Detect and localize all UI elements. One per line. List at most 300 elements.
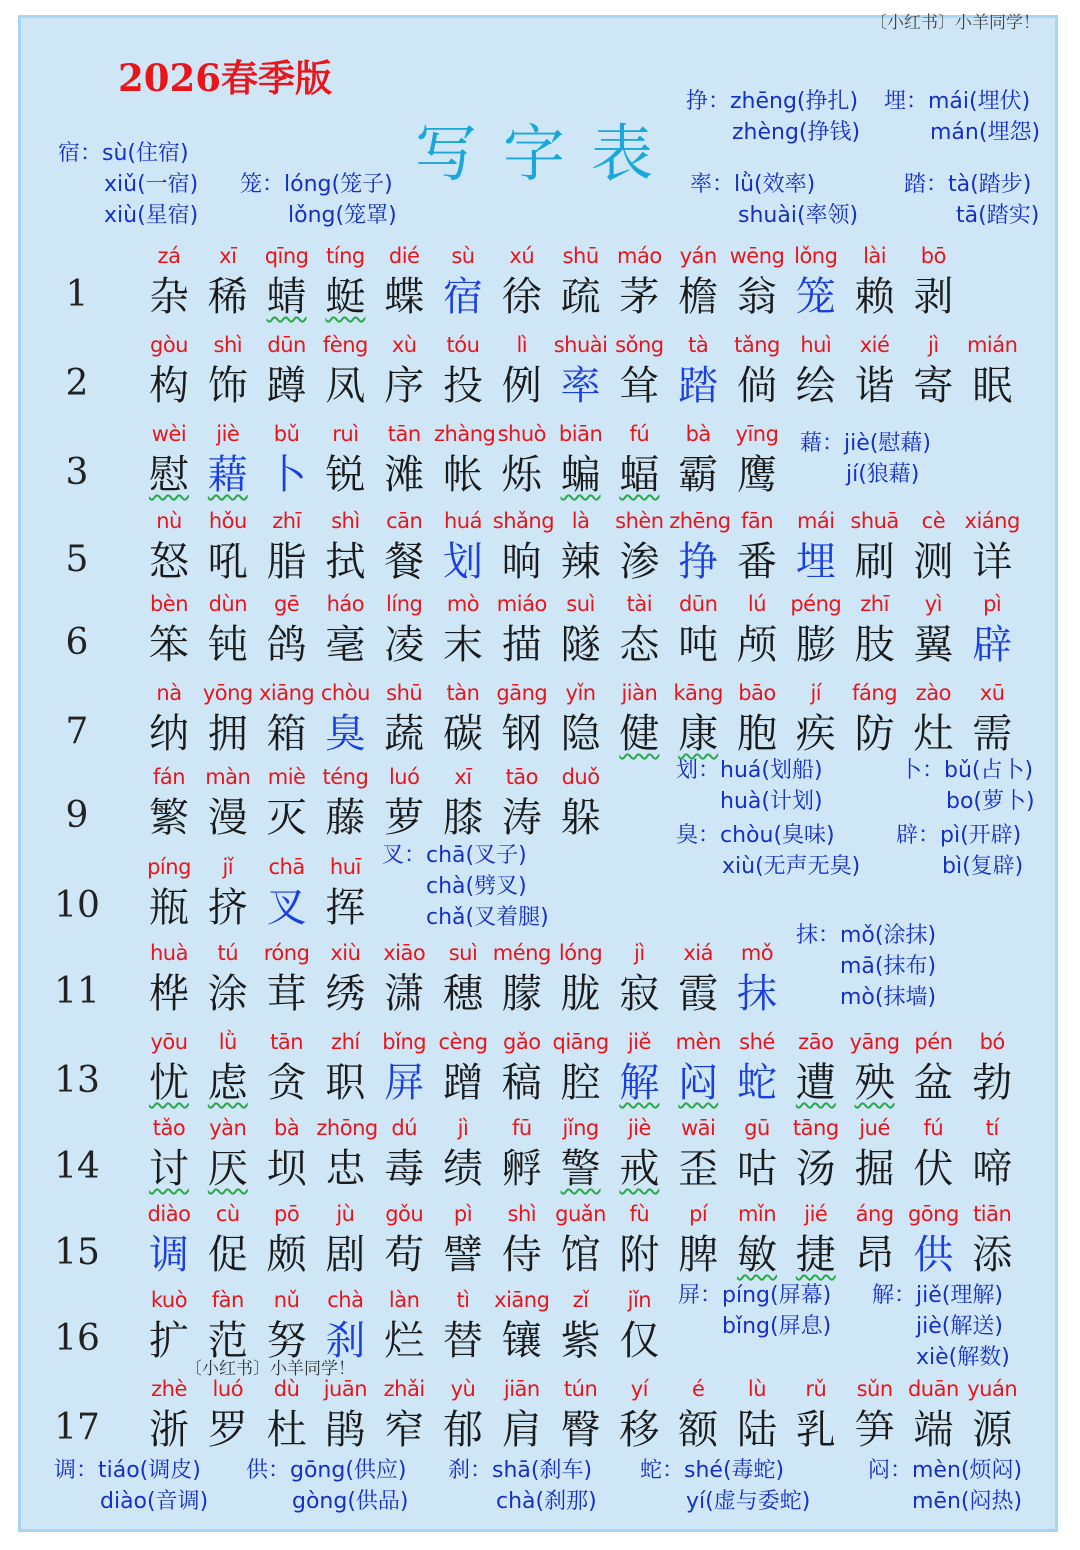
char-cell	[552, 589, 610, 671]
pinyin: tān	[387, 422, 421, 446]
pinyin: tāo	[505, 765, 539, 789]
char-cell	[493, 241, 551, 323]
char-cell	[199, 589, 257, 671]
hanzi: 拥	[207, 711, 248, 757]
pinyin: fú	[629, 422, 650, 446]
char-cell	[434, 506, 492, 588]
hanzi: 蝠	[619, 452, 660, 498]
pinyin: máo	[617, 244, 662, 268]
hanzi: 忧	[149, 1060, 189, 1106]
char-cell	[552, 1285, 610, 1367]
hanzi: 调	[149, 1232, 189, 1278]
char-cell	[610, 589, 668, 671]
char-cell	[963, 330, 1021, 412]
hanzi: 膨	[795, 622, 836, 668]
char-cell	[199, 938, 257, 1020]
hanzi: 例	[501, 363, 542, 409]
hanzi: 饰	[207, 363, 248, 409]
char-cell	[493, 419, 551, 501]
pinyin: dūn	[267, 333, 306, 357]
pinyin: shuài	[553, 333, 608, 357]
char-cell	[258, 678, 316, 760]
hanzi: 杂	[149, 274, 189, 320]
pinyin: tú	[217, 941, 239, 965]
pinyin: yīng	[735, 422, 779, 446]
hanzi: 添	[972, 1232, 1013, 1278]
hanzi: 额	[678, 1407, 719, 1453]
char-cell	[552, 762, 610, 844]
pinyin: sù	[451, 244, 475, 268]
char-cell	[963, 1374, 1021, 1456]
note-line: xiù(无声无臭)	[722, 854, 861, 879]
pinyin: pí	[689, 1202, 708, 1226]
pinyin: tān	[270, 1030, 304, 1054]
hanzi: 烂	[384, 1318, 425, 1364]
pinyin: jǐng	[562, 1116, 599, 1140]
char-cell	[375, 1374, 433, 1456]
char-cell	[434, 1374, 492, 1456]
char-cell	[728, 589, 786, 671]
pinyin: wāi	[680, 1116, 716, 1140]
hanzi: 钢	[501, 711, 542, 757]
char-cell	[846, 1374, 904, 1456]
pinyin: yuán	[967, 1377, 1018, 1401]
char-cell	[728, 241, 786, 323]
note-line: mán(埋怨)	[930, 120, 1041, 145]
pinyin: gāng	[496, 681, 548, 705]
hanzi: 罗	[207, 1407, 248, 1453]
note-line: 调：tiáo(调皮)	[54, 1458, 201, 1483]
char-cell	[316, 241, 374, 323]
char-cell	[669, 330, 727, 412]
row-number: 13	[54, 1060, 100, 1101]
hanzi: 苟	[384, 1232, 425, 1278]
char-cell	[316, 678, 374, 760]
pinyin: mǐn	[737, 1202, 777, 1226]
char-cell	[787, 678, 845, 760]
hanzi: 鹰	[737, 452, 777, 498]
char-cell	[728, 419, 786, 501]
pinyin: lì	[516, 333, 528, 357]
pinyin: tún	[563, 1377, 598, 1401]
hanzi: 翁	[737, 274, 777, 320]
pinyin: nà	[156, 681, 182, 705]
pinyin: mián	[966, 333, 1018, 357]
hanzi: 伏	[913, 1146, 954, 1192]
hanzi: 昂	[854, 1232, 895, 1278]
char-cell	[316, 1285, 374, 1367]
char-cell	[316, 1113, 378, 1195]
hanzi: 挣	[678, 539, 719, 585]
pinyin: shuā	[850, 509, 899, 533]
char-cell	[610, 1199, 668, 1281]
row-number: 7	[65, 711, 89, 752]
pinyin: juān	[323, 1377, 368, 1401]
pinyin: jié	[804, 1202, 828, 1226]
char-cell	[258, 762, 316, 844]
hanzi: 脂	[266, 539, 307, 585]
hanzi: 肩	[501, 1407, 542, 1453]
char-cell	[434, 938, 492, 1020]
hanzi: 胞	[737, 711, 777, 757]
pinyin: chà	[327, 1288, 364, 1312]
hanzi: 鹃	[325, 1407, 366, 1453]
note-line: gòng(供品)	[292, 1489, 409, 1514]
watermark-mid: 〔小红书〕小羊同学！	[185, 1359, 355, 1379]
pinyin: suì	[448, 941, 478, 965]
pinyin: bǐng	[382, 1030, 427, 1054]
char-cell	[258, 241, 316, 323]
char-cell	[787, 241, 845, 323]
hanzi: 扩	[149, 1318, 189, 1364]
pinyin: rǔ	[805, 1377, 827, 1401]
pinyin: yán	[679, 244, 717, 268]
char-cell	[846, 506, 904, 588]
hanzi: 滩	[384, 452, 425, 498]
char-cell	[552, 1374, 610, 1456]
char-cell	[669, 1027, 727, 1109]
char-cell	[963, 1027, 1021, 1109]
pinyin: zhàng	[434, 422, 496, 446]
row-number: 10	[54, 885, 100, 926]
char-cell	[375, 1027, 433, 1109]
pinyin: duān	[907, 1377, 959, 1401]
char-cell	[552, 330, 610, 412]
char-cell	[258, 1199, 316, 1281]
char-cell	[258, 852, 316, 934]
pinyin: kuò	[150, 1288, 188, 1312]
hanzi: 疾	[795, 711, 836, 757]
char-cell	[787, 1374, 845, 1456]
char-cell	[493, 1285, 551, 1367]
pinyin: yí	[630, 1377, 649, 1401]
pinyin: zhǎi	[383, 1377, 425, 1401]
hanzi: 供	[913, 1232, 954, 1278]
pinyin: fú	[923, 1116, 944, 1140]
hanzi: 灶	[913, 711, 954, 757]
pinyin: mái	[796, 509, 835, 533]
note-bu	[900, 755, 1035, 817]
row-number: 14	[54, 1146, 100, 1187]
hanzi: 掘	[854, 1146, 895, 1192]
char-cell	[904, 1113, 962, 1195]
char-cell	[258, 1113, 316, 1195]
char-cell	[904, 506, 962, 588]
pinyin: luó	[388, 765, 420, 789]
pinyin: pì	[983, 592, 1002, 616]
pinyin: cān	[386, 509, 423, 533]
hanzi: 投	[443, 363, 483, 409]
pinyin: qīng	[264, 244, 309, 268]
char-cell	[434, 241, 492, 323]
hanzi: 蝙	[560, 452, 601, 498]
pinyin: nù	[156, 509, 182, 533]
pinyin: yù	[450, 1377, 476, 1401]
note-su	[58, 138, 198, 231]
pinyin: zhī	[860, 592, 889, 616]
pinyin: huà	[150, 941, 188, 965]
note-line: shuài(率领)	[738, 203, 859, 228]
note-line: mēn(闷热)	[912, 1489, 1023, 1514]
pinyin: fān	[740, 509, 774, 533]
pinyin: hǒu	[208, 509, 247, 533]
char-cell	[316, 1027, 374, 1109]
hanzi: 漫	[207, 795, 248, 841]
char-cell	[140, 241, 198, 323]
pinyin: tí	[985, 1116, 999, 1140]
char-cell	[434, 678, 492, 760]
hanzi: 灭	[266, 795, 307, 841]
char-cell	[846, 1113, 904, 1195]
note-line: chà(刹那)	[496, 1489, 597, 1514]
hanzi: 箱	[266, 711, 307, 757]
char-cell	[316, 1374, 374, 1456]
char-cell	[669, 506, 731, 588]
char-cell	[669, 938, 727, 1020]
char-cell	[434, 1285, 492, 1367]
hanzi: 解	[619, 1060, 660, 1106]
note-line: yí(虚与委蛇)	[686, 1489, 811, 1514]
char-cell	[140, 678, 198, 760]
char-cell	[140, 1027, 198, 1109]
pinyin: sǒng	[615, 333, 664, 357]
hanzi: 态	[619, 622, 660, 668]
note-line: huà(计划)	[720, 789, 823, 814]
hanzi: 拭	[325, 539, 366, 585]
hanzi: 挤	[207, 885, 248, 931]
pinyin: líng	[386, 592, 423, 616]
row-number: 9	[65, 795, 89, 836]
pinyin: zào	[915, 681, 952, 705]
hanzi: 胧	[560, 971, 601, 1017]
pinyin: dùn	[208, 592, 248, 616]
note-line: xiù(星宿)	[104, 203, 199, 228]
hanzi: 臭	[325, 711, 366, 757]
hanzi: 殃	[854, 1060, 895, 1106]
hanzi: 孵	[501, 1146, 542, 1192]
pinyin: háo	[326, 592, 365, 616]
pinyin: jǐn	[627, 1288, 652, 1312]
hanzi: 寄	[913, 363, 954, 409]
hanzi: 谐	[854, 363, 895, 409]
char-cell	[316, 852, 374, 934]
pinyin: tài	[626, 592, 653, 616]
hanzi: 详	[972, 539, 1013, 585]
hanzi: 镶	[501, 1318, 542, 1364]
hanzi: 朦	[501, 971, 542, 1017]
char-cell	[140, 506, 198, 588]
pinyin: shì	[331, 509, 360, 533]
char-cell	[199, 762, 257, 844]
pinyin: lóng	[558, 941, 603, 965]
char-cell	[669, 241, 727, 323]
hanzi: 努	[266, 1318, 307, 1364]
char-cell	[375, 938, 433, 1020]
char-cell	[552, 938, 610, 1020]
note-line: mā(抹布)	[840, 954, 937, 979]
hanzi: 肢	[854, 622, 895, 668]
note-line: 蛇：shé(毒蛇)	[640, 1458, 785, 1483]
char-cell	[316, 330, 374, 412]
hanzi: 蹲	[266, 363, 307, 409]
char-cell	[552, 506, 610, 588]
char-cell	[199, 330, 257, 412]
pinyin: diào	[147, 1202, 191, 1226]
pinyin: fán	[152, 765, 186, 789]
pinyin: shé	[739, 1030, 775, 1054]
char-cell	[258, 419, 316, 501]
row-number: 16	[54, 1318, 100, 1359]
hanzi: 蹭	[443, 1060, 483, 1106]
char-cell	[199, 852, 257, 934]
pinyin: péng	[790, 592, 842, 616]
hanzi: 踏	[678, 363, 719, 409]
pinyin: tiān	[973, 1202, 1012, 1226]
hanzi: 移	[619, 1407, 660, 1453]
pinyin: cù	[215, 1202, 240, 1226]
note-line: 笼：lóng(笼子)	[240, 172, 393, 197]
hanzi: 躲	[560, 795, 601, 841]
char-cell	[199, 241, 257, 323]
hanzi: 笨	[149, 622, 189, 668]
hanzi: 描	[501, 622, 542, 668]
char-cell	[846, 241, 904, 323]
hanzi: 藉	[207, 452, 248, 498]
note-mai	[884, 86, 1040, 148]
note-line: 宿：sù(住宿)	[58, 141, 189, 166]
char-cell	[610, 1285, 668, 1367]
hanzi: 附	[619, 1232, 660, 1278]
pinyin: jué	[859, 1116, 890, 1140]
char-cell	[846, 1199, 904, 1281]
hanzi: 杜	[266, 1407, 307, 1453]
pinyin: làn	[388, 1288, 420, 1312]
hanzi: 慰	[149, 452, 189, 498]
char-cell	[610, 938, 668, 1020]
note-line: 辟：pì(开辟)	[896, 823, 1022, 848]
char-cell	[904, 241, 962, 323]
note-pi	[896, 820, 1023, 882]
hanzi: 替	[443, 1318, 483, 1364]
char-cell	[787, 1027, 845, 1109]
char-cell	[610, 678, 668, 760]
pinyin: shǎng	[492, 509, 555, 533]
pinyin: xié	[859, 333, 890, 357]
pinyin: pén	[914, 1030, 953, 1054]
hanzi: 敏	[737, 1232, 777, 1278]
hanzi: 康	[678, 711, 719, 757]
pinyin: é	[691, 1377, 705, 1401]
note-line: zhèng(挣钱)	[732, 120, 861, 145]
char-cell	[258, 1285, 316, 1367]
hanzi: 膝	[443, 795, 483, 841]
pinyin: chòu	[320, 681, 370, 705]
note-line: 率：lǜ(效率)	[690, 172, 816, 197]
hanzi: 鸽	[266, 622, 307, 668]
hanzi: 桦	[149, 971, 189, 1017]
hanzi: 防	[854, 711, 895, 757]
hanzi: 端	[913, 1407, 954, 1453]
pinyin: miáo	[496, 592, 547, 616]
char-cell	[199, 1027, 257, 1109]
note-zheng	[686, 86, 860, 148]
pinyin: fèng	[322, 333, 368, 357]
hanzi: 虑	[207, 1060, 248, 1106]
row-number: 1	[65, 274, 89, 315]
pinyin: fù	[629, 1202, 650, 1226]
pinyin: chā	[268, 855, 305, 879]
row-number: 5	[65, 539, 89, 580]
hanzi: 锐	[325, 452, 366, 498]
hanzi: 潇	[384, 971, 425, 1017]
char-cell	[316, 938, 374, 1020]
pinyin: dié	[388, 244, 420, 268]
row-number: 15	[54, 1232, 100, 1273]
note-line: 踏：tà(踏步)	[904, 172, 1032, 197]
char-cell	[258, 1374, 316, 1456]
pinyin: xiāng	[494, 1288, 550, 1312]
note-jie	[800, 428, 931, 490]
hanzi: 烁	[501, 452, 542, 498]
hanzi: 钝	[207, 622, 248, 668]
note-line: xiǔ(一宿)	[104, 172, 199, 197]
note-line: bo(萝卜)	[946, 789, 1035, 814]
pinyin: zhōng	[316, 1116, 378, 1140]
char-cell	[492, 506, 555, 588]
hanzi: 构	[149, 363, 189, 409]
hanzi: 仅	[619, 1318, 660, 1364]
hanzi: 茸	[266, 971, 307, 1017]
hanzi: 蝶	[384, 274, 425, 320]
hanzi: 挥	[325, 885, 366, 931]
char-cell	[199, 419, 257, 501]
note-line: diào(音调)	[100, 1489, 209, 1514]
hanzi: 侍	[501, 1232, 542, 1278]
note-line: 藉：jiè(慰藉)	[800, 431, 931, 456]
pinyin: shuò	[497, 422, 546, 446]
note-line: 抹：mǒ(涂抹)	[796, 923, 937, 948]
hanzi: 笋	[854, 1407, 895, 1453]
note-ta	[904, 169, 1039, 231]
row-number: 2	[65, 363, 89, 404]
hanzi: 凌	[384, 622, 425, 668]
note-tiao	[54, 1455, 208, 1517]
char-cell	[316, 589, 374, 671]
char-cell	[140, 589, 198, 671]
note-line: jí(狼藉)	[846, 462, 920, 487]
pinyin: lù	[747, 1377, 767, 1401]
hanzi: 隧	[560, 622, 601, 668]
pinyin: jiè	[627, 1116, 651, 1140]
note-line: 解：jiě(理解)	[872, 1283, 1003, 1308]
hanzi: 碳	[443, 711, 483, 757]
pinyin: bà	[273, 1116, 300, 1140]
pinyin: xiù	[330, 941, 361, 965]
pinyin: mèn	[675, 1030, 721, 1054]
hanzi: 窄	[384, 1407, 425, 1453]
char-cell	[140, 419, 198, 501]
hanzi: 眠	[972, 363, 1013, 409]
char-cell	[493, 1374, 551, 1456]
pinyin: là	[571, 509, 590, 533]
pinyin: bāo	[738, 681, 776, 705]
hanzi: 徐	[501, 274, 542, 320]
pinyin: tíng	[326, 244, 365, 268]
hanzi: 汤	[795, 1146, 836, 1192]
pinyin: zǐ	[572, 1288, 589, 1312]
pinyin: wèi	[151, 422, 187, 446]
pinyin: bǔ	[273, 422, 300, 446]
